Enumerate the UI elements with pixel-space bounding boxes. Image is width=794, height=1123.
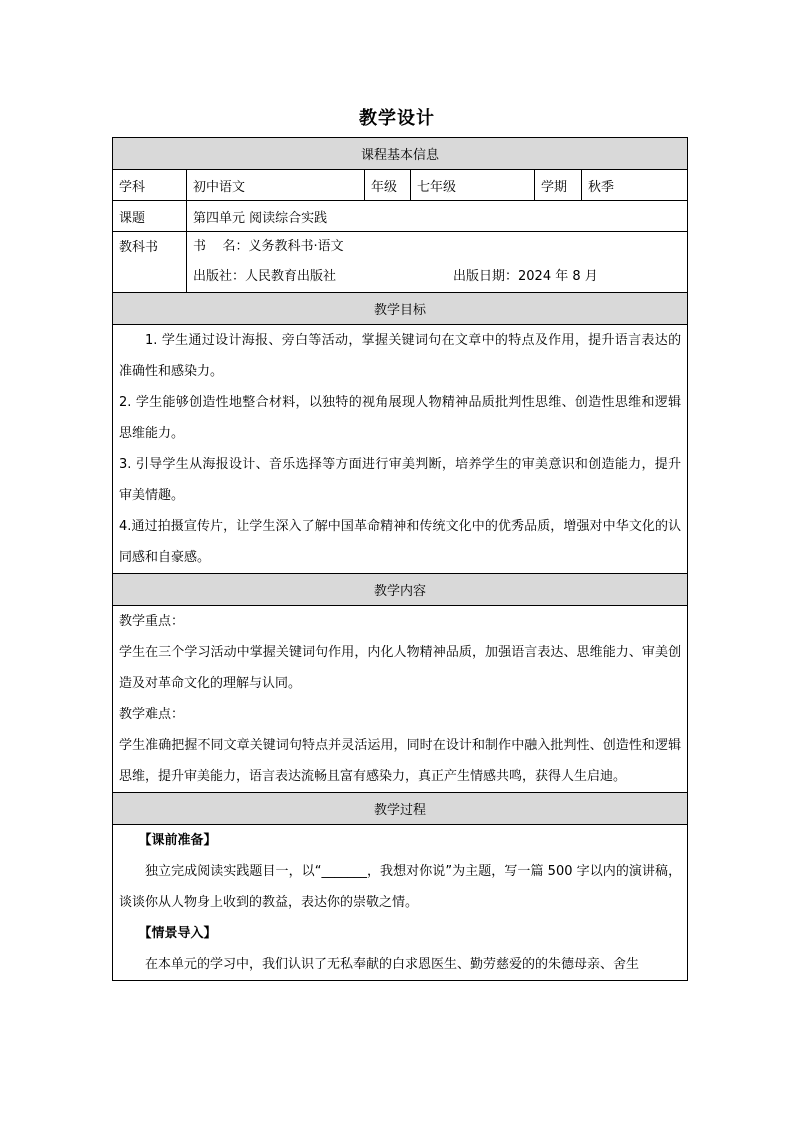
intro-title: 【情景导入】 [138, 926, 217, 941]
prep-title: 【课前准备】 [138, 833, 217, 848]
lesson-plan-table [112, 137, 688, 981]
objectives-cell [113, 325, 688, 574]
content-cell [113, 606, 688, 793]
grade-value: 七年级 [411, 170, 535, 201]
key-points-label: 教学重点： [119, 614, 185, 629]
textbook-label: 教科书 [113, 232, 187, 293]
section-header-process: 教学过程 [113, 793, 688, 825]
term-value: 秋季 [582, 170, 688, 201]
section-header-objectives: 教学目标 [113, 293, 688, 325]
objective-item: 2. 学生能够创造性地整合材料，以独特的视角展现人物精神品质批判性思维、创造性思维和逻辑思维能力。 [119, 395, 682, 441]
textbook-info [187, 232, 688, 293]
objective-item: 4.通过拍摄宣传片，让学生深入了解中国革命精神和传统文化中的优秀品质，增强对中华文化的认同感和自豪感。 [119, 519, 682, 565]
subject-label: 学科 [113, 170, 187, 201]
term-label: 学期 [535, 170, 582, 201]
topic-value: 第四单元 阅读综合实践 [187, 201, 688, 232]
objective-item: 1. 学生通过设计海报、旁白等活动，掌握关键词句在文章中的特点及作用，提升语言表达的准确性和感染力。 [119, 333, 682, 379]
grade-label: 年级 [365, 170, 411, 201]
page-title: 教学设计 [359, 108, 435, 129]
key-points-text: 学生在三个学习活动中掌握关键词句作用，内化人物精神品质，加强语言表达、思维能力、审美创造及对革命文化的理解与认同。 [119, 645, 682, 691]
publisher-row [193, 262, 681, 292]
section-header-content: 教学内容 [113, 574, 688, 606]
difficult-points-label: 教学难点： [119, 707, 185, 722]
subject-value: 初中语文 [187, 170, 365, 201]
intro-text: 在本单元的学习中，我们认识了无私奉献的白求恩医生、勤劳慈爱的的朱德母亲、舍生 [145, 957, 640, 972]
prep-text: 独立完成阅读实践题目一，以“_______，我想对你说”为主题，写一篇 500 字以内的演讲稿，谈谈你从人物身上收到的教益，表达你的崇敬之情。 [119, 864, 682, 910]
process-cell [113, 825, 688, 981]
book-name: 书 名：义务教科书·语文 [193, 239, 344, 254]
objective-item: 3. 引导学生从海报设计、音乐选择等方面进行审美判断，培养学生的审美意识和创造能力，提升审美情趣。 [119, 457, 682, 503]
publisher: 出版社：人民教育出版社 [193, 269, 337, 284]
section-header-basic-info: 课程基本信息 [113, 138, 688, 170]
topic-label: 课题 [113, 201, 187, 232]
difficult-points-text: 学生准确把握不同文章关键词句特点并灵活运用，同时在设计和制作中融入批判性、创造性和逻辑思维，提升审美能力，语言表达流畅且富有感染力，真正产生情感共鸣，获得人生启迪。 [119, 738, 682, 784]
publish-date: 出版日期：2024 年 8 月 [453, 269, 598, 284]
